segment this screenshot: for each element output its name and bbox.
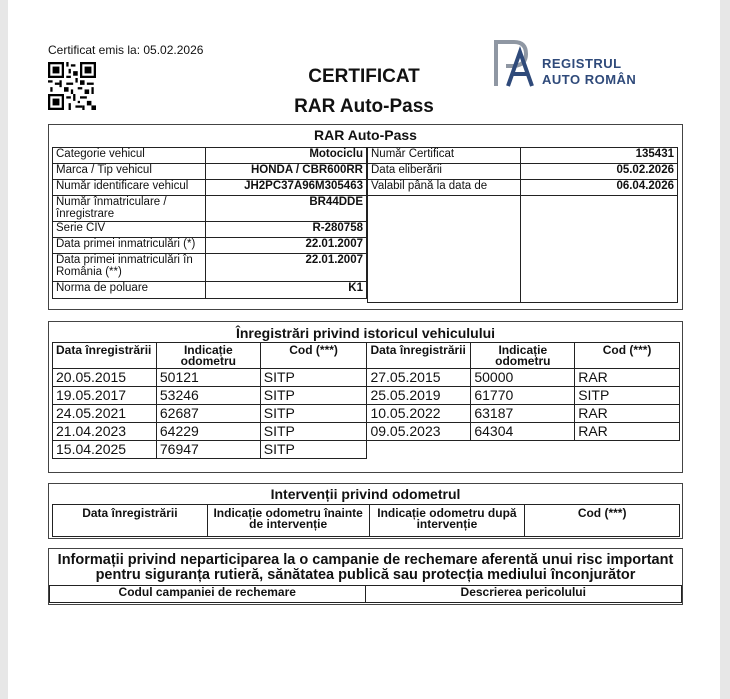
- page-subtitle: RAR Auto-Pass: [294, 96, 434, 117]
- vehicle-table: [52, 147, 367, 299]
- campaign-section: [48, 548, 683, 605]
- odometer-header-row: Data înregistrării Indicație odometru înainte de intervenție Indicație odometru după intervenție Cod (***): [53, 505, 680, 537]
- vehicle-section: [48, 124, 683, 310]
- logo-line-1: REGISTRUL: [542, 56, 622, 71]
- certificate-row: Data eliberării 05.02.2026: [368, 164, 678, 180]
- history-row: 21.04.2023 64229 SITP 09.05.2023 64304 RAR: [53, 423, 680, 441]
- history-header-row: Data înregistrării Indicație odometru Cod (***) Data înregistrării Indicație odometru Cod (***): [53, 343, 680, 369]
- certificate-row: Număr Certificat 135431: [368, 148, 678, 164]
- history-row: 15.04.2025 76947 SITP: [53, 441, 680, 459]
- campaign-table: [49, 585, 682, 603]
- rar-logo-icon: [492, 38, 540, 90]
- odometer-section: [48, 483, 683, 539]
- rar-logo: [492, 38, 652, 90]
- campaign-section-title: Informații privind neparticiparea la o campanie de rechemare aferentă unui risc important pentru siguranța rutieră, sănătatea publică sau protecția mediului înconjurător: [57, 552, 674, 583]
- certificate-table: [367, 147, 678, 303]
- history-section-title: Înregistrări privind istoricul vehiculului: [235, 325, 496, 341]
- history-row: 20.05.2015 50121 SITP 27.05.2015 50000 RAR: [53, 369, 680, 387]
- vehicle-row: Norma de poluare K1: [53, 282, 367, 299]
- vehicle-row: Număr identificare vehicul JH2PC37A96M305463: [53, 180, 367, 196]
- odometer-section-title: Intervenții privind odometrul: [270, 486, 461, 502]
- certificate-page: [8, 0, 720, 699]
- vehicle-row: Data primei inmatriculări (*) 22.01.2007: [53, 238, 367, 254]
- logo-line-2: AUTO ROMÂN: [542, 72, 637, 87]
- issued-date: Certificat emis la: 05.02.2026: [48, 43, 204, 57]
- page-title: CERTIFICAT: [308, 66, 420, 87]
- vehicle-row: Categorie vehicul Motociclu: [53, 148, 367, 164]
- history-row: 24.05.2021 62687 SITP 10.05.2022 63187 RAR: [53, 405, 680, 423]
- campaign-header-row: Codul campaniei de rechemare Descrierea pericolului: [50, 586, 682, 603]
- vehicle-row: Data primei inmatriculări în România (**) 22.01.2007: [53, 254, 367, 282]
- odometer-table: [52, 504, 680, 537]
- vehicle-row: Număr înmatriculare / înregistrare BR44DDE: [53, 196, 367, 222]
- vehicle-section-title: RAR Auto-Pass: [314, 127, 417, 143]
- vehicle-row: Marca / Tip vehicul HONDA / CBR600RR: [53, 164, 367, 180]
- certificate-row: Valabil până la data de 06.04.2026: [368, 180, 678, 196]
- vehicle-row: Serie CIV R-280758: [53, 222, 367, 238]
- history-section: [48, 321, 683, 473]
- history-row: 19.05.2017 53246 SITP 25.05.2019 61770 SITP: [53, 387, 680, 405]
- certificate-row-empty: [368, 196, 678, 303]
- history-table: [52, 342, 680, 459]
